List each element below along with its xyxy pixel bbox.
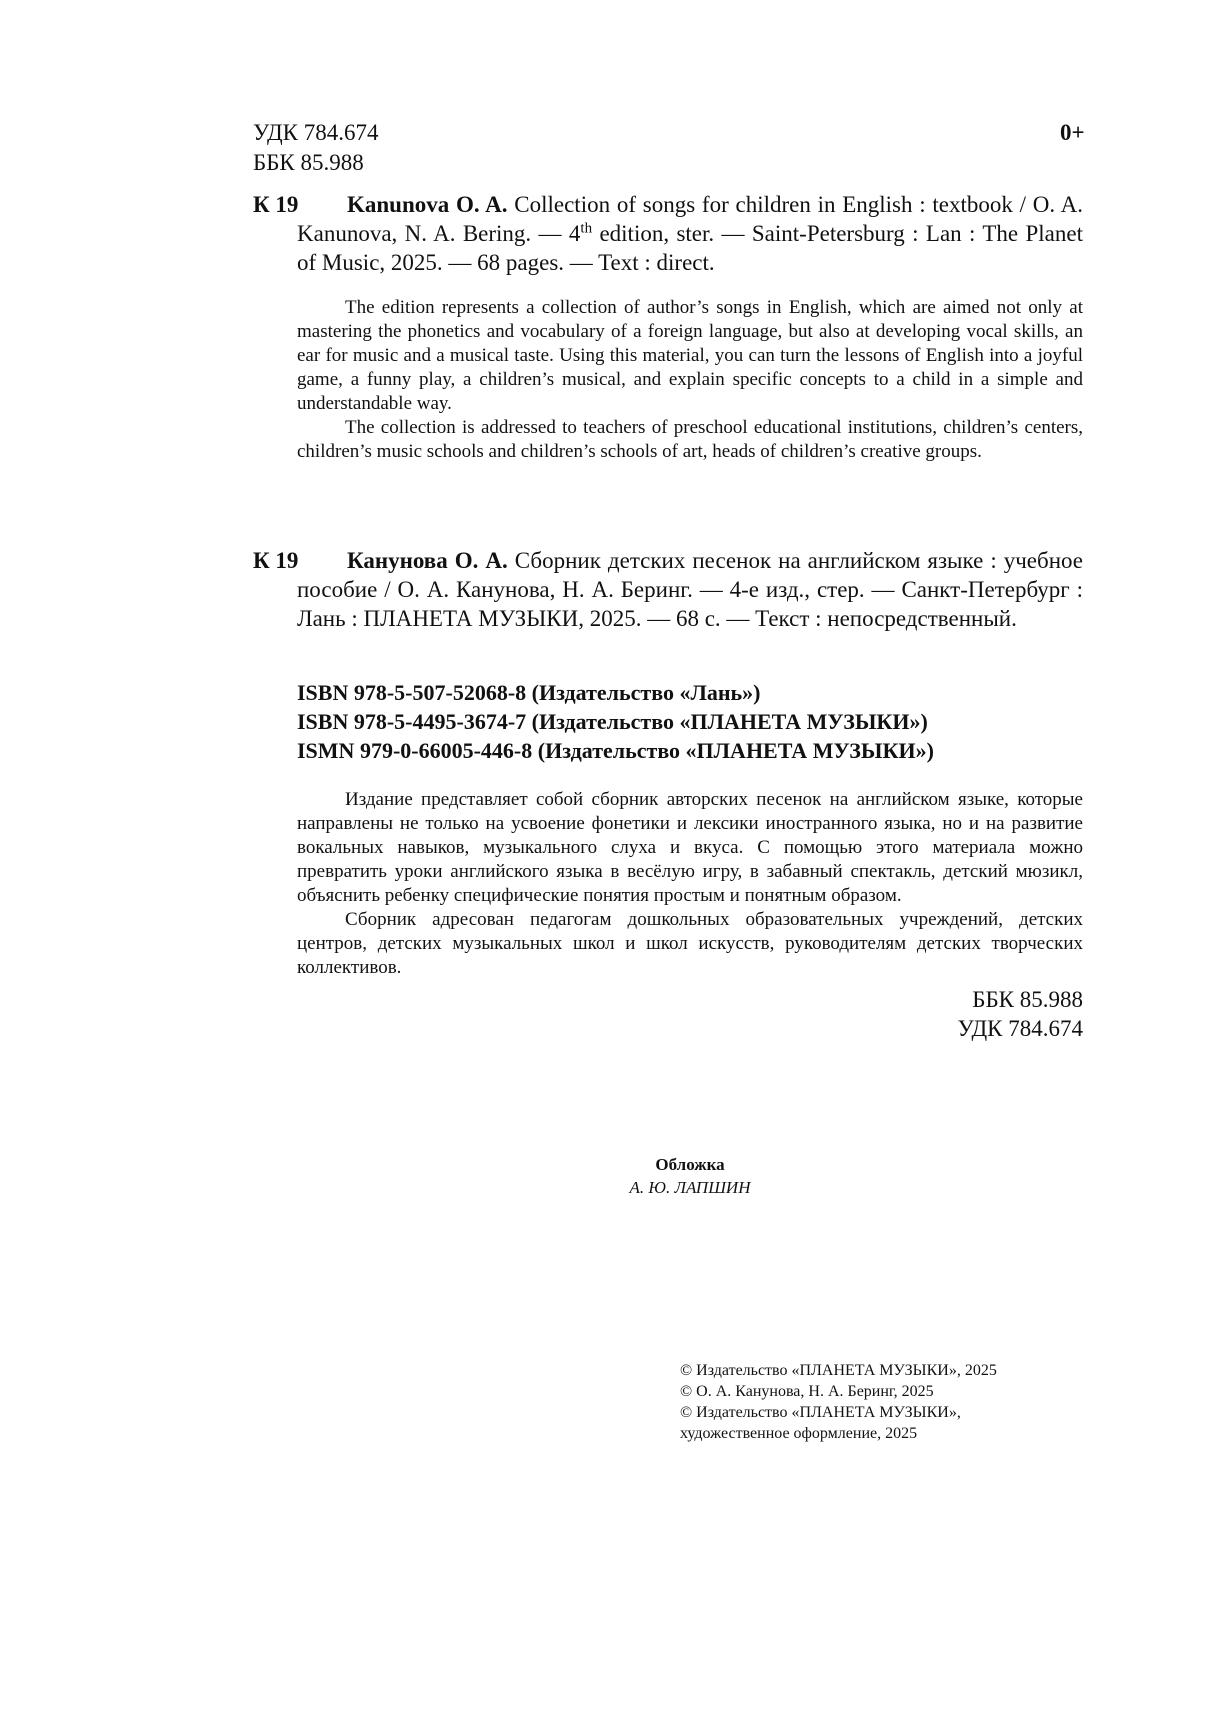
english-author: Kanunova O. A. — [347, 192, 508, 217]
russian-abstract-paragraph: Издание представляет собой сборник авторских песенок на английском языке, которые направлены не только на усвоение фонетики и лексики иностранного языка, но и на развитие вокальных навыков, музыкального слуха и вкуса. С помощью этого материала можно превратить уроки английского языка в весёлую игру, в забавный спектакль, детский мюзикл, объяснить ребенку специфические понятия простым и понятным образом. — [297, 789, 1083, 906]
bbk-code: ББК 85.988 — [972, 987, 1083, 1012]
udk-code: УДК 784.674 — [253, 120, 379, 145]
age-rating: 0+ — [1060, 120, 1085, 145]
russian-bibliographic-entry — [253, 546, 1083, 633]
isbn-line: ISBN 978-5-4495-3674-7 (Издательство «ПЛАНЕТА МУЗЫКИ») — [297, 709, 928, 734]
ismn-line: ISMN 979-0-66005-446-8 (Издательство «ПЛАНЕТА МУЗЫКИ») — [297, 738, 934, 763]
copyright-line: © О. А. Канунова, Н. А. Беринг, 2025 — [680, 1383, 934, 1400]
copyright-line: © Издательство «ПЛАНЕТА МУЗЫКИ», — [680, 1404, 961, 1421]
russian-author: Канунова О. А. — [347, 548, 508, 573]
english-entry-text-1: Collection of songs for children in English : textbook / O. A. Kanunova, N. A. Bering. — 4 — [297, 192, 1083, 246]
english-abstract-paragraph: The edition represents a collection of author’s songs in English, which are aimed not only at mastering the phonetics and vocabulary of a foreign language, but also at developing vocal skills, an ear for music and a musical taste. Using this material, you can turn the lessons of English into a joyful game, a funny play, a children’s musical, and explain specific concepts to a child in a simple and understandable way. — [297, 297, 1083, 414]
isbn-line: ISBN 978-5-507-52068-8 (Издательство «Лань») — [297, 680, 761, 705]
english-entry-text-2: edition, ster. — Saint-Petersburg : Lan : The Planet of Music, 2025. — 68 pages. — Text : direct. — [297, 221, 1083, 275]
cover-designer-name: А. Ю. ЛАПШИН — [629, 1178, 751, 1197]
english-bibliographic-entry — [253, 190, 1083, 277]
cover-credit — [0, 1153, 1211, 1199]
russian-entry-body — [297, 546, 1083, 633]
isbn-block — [297, 678, 1097, 765]
header-classification — [253, 118, 379, 178]
author-sign-code: К 19 — [253, 192, 299, 217]
english-abstract-paragraph: The collection is addressed to teachers of preschool educational institutions, children’s centers, children’s music schools and children’s schools of art, heads of children’s creative groups. — [297, 417, 1083, 462]
english-abstract — [297, 296, 1083, 464]
cover-credit-title: Обложка — [655, 1155, 725, 1174]
copyright-line: © Издательство «ПЛАНЕТА МУЗЫКИ», 2025 — [680, 1362, 997, 1379]
edition-superscript: th — [580, 220, 593, 237]
english-entry-body — [297, 190, 1083, 277]
russian-abstract-paragraph: Сборник адресован педагогам дошкольных образовательных учреждений, детских центров, детских музыкальных школ и школ искусств, руководителям детских творческих коллективов. — [297, 909, 1083, 978]
bbk-code: ББК 85.988 — [253, 150, 364, 175]
copyright-block — [680, 1360, 997, 1444]
copyright-line: художественное оформление, 2025 — [680, 1425, 918, 1442]
russian-abstract — [297, 788, 1083, 980]
udk-code: УДК 784.674 — [957, 1016, 1083, 1041]
russian-entry-text: Сборник детских песенок на английском языке : учебное пособие / О. А. Канунова, Н. А. Беринг. — 4-е изд., стер. — Санкт-Петербург : Лань : ПЛАНЕТА МУЗЫКИ, 2025. — 68 с. — Текст : непосредственный. — [297, 548, 1084, 631]
author-sign-code: К 19 — [253, 548, 299, 573]
footer-classification — [860, 985, 1083, 1043]
